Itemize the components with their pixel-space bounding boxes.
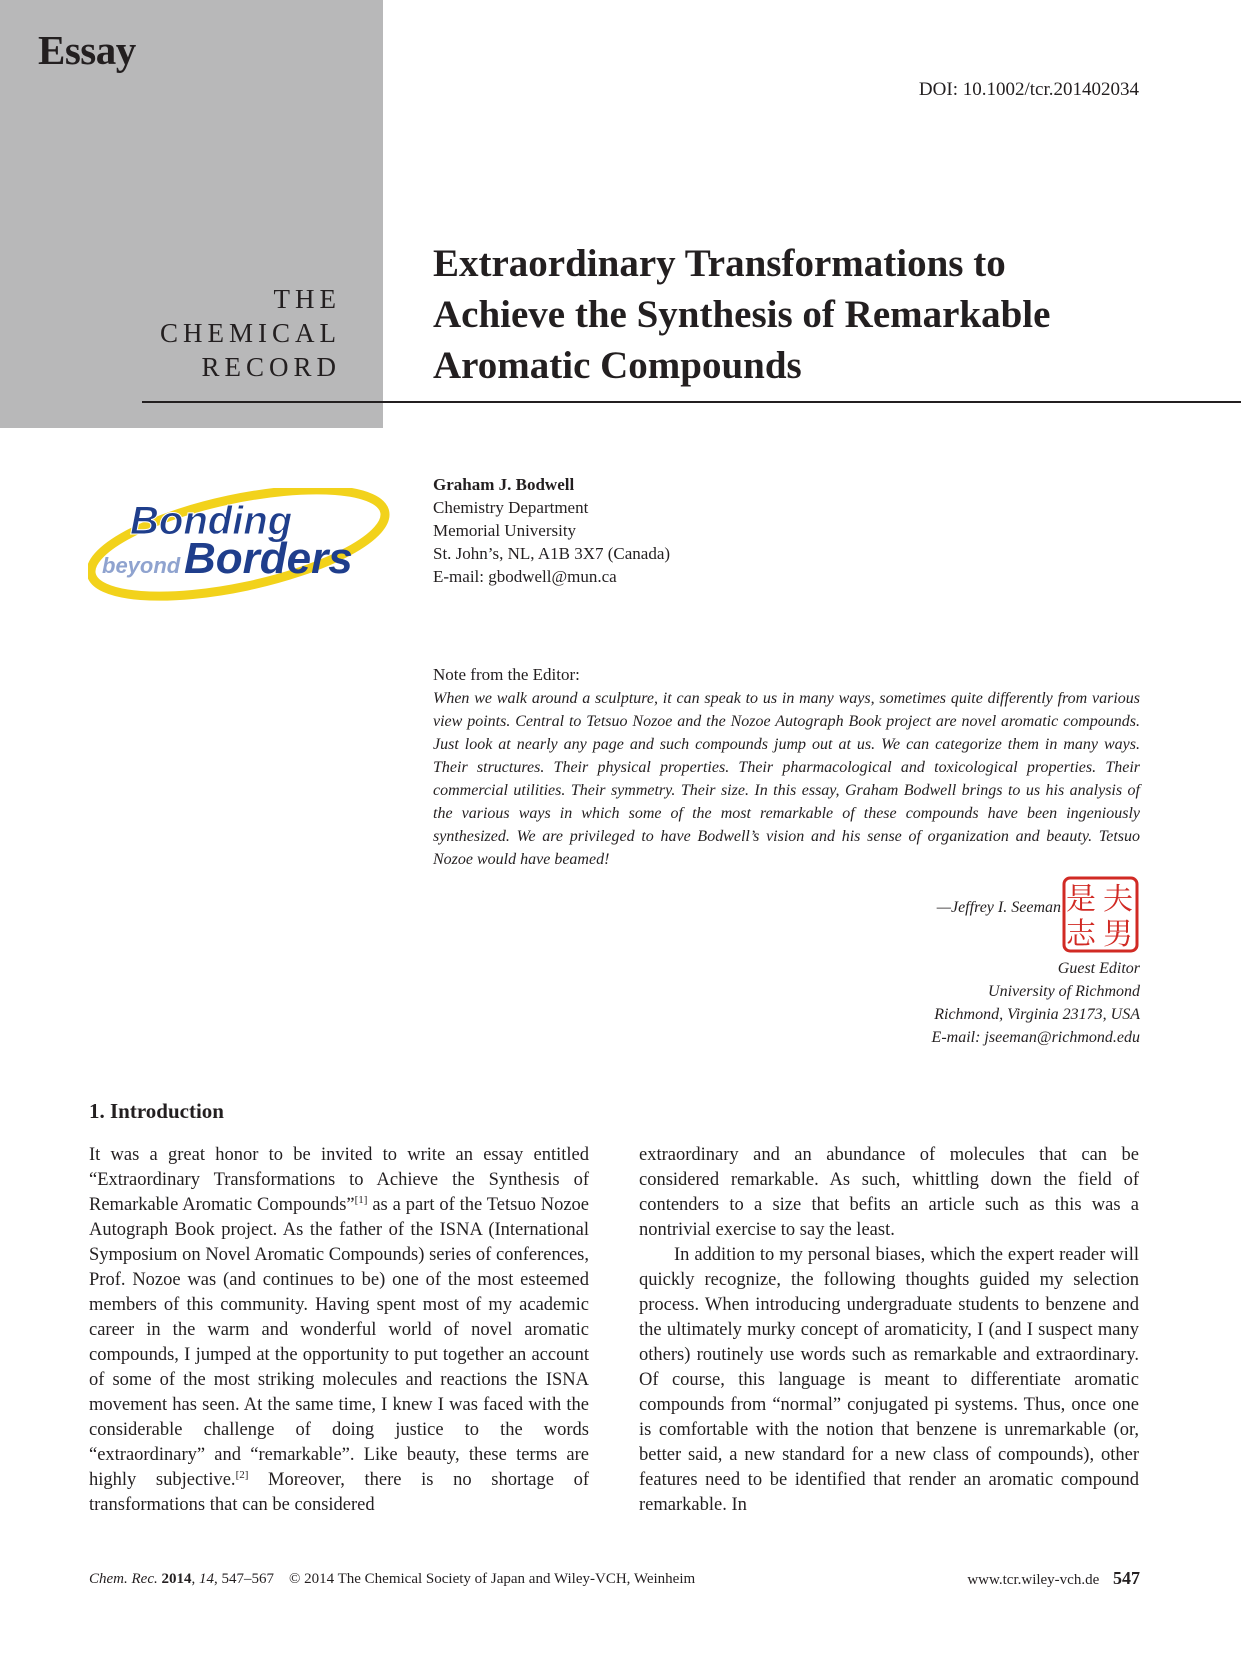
footer-citation [89, 1571, 695, 1588]
article-title [433, 238, 1213, 391]
body-paragraph: In addition to my personal biases, which the expert reader will quickly recognize, the following thoughts guided my selection process. When introducing undergraduate students to benzene and the ultimately murky concept of aromaticity, I (and I suspect many others) routinely use words such as remarkable and extraordinary. Of course, this language is meant to differentiate aromatic compounds from “normal” conjugated pi systems. Thus, once one is comfortable with the notion that benzene is unremarkable (or, better said, a new standard for a new class of compounds), other features need to be identified that render an aromatic compound remarkable. In [639, 1245, 1139, 1515]
footer-volume: 14 [198, 1571, 214, 1587]
journal-name [120, 282, 341, 384]
text-run: It was a great honor to be invited to write an essay entitled “Extraordinary Transformations to Achieve the Synthesis of Remarkable Aromatic Compounds” [89, 1145, 589, 1215]
text-run: as a part of the Tetsuo Nozoe Autograph Book project. As the father of the ISNA (International Symposium on Novel Aromatic Compounds) series of conferences, Prof. Nozoe was (and continues to be) one of the most esteemed members of this community. Having spent most of my academic career in the warm and wonderful world of novel aromatic compounds, I jumped at the opportunity to put together an account of some of the most striking molecules and reactions the ISNA movement has seen. At the same time, I knew I was faced with the considerable challenge of doing justice to the words “extraordinary” and “remarkable”. Like beauty, these terms are highly subjective. [89, 1195, 590, 1490]
reference-citation[interactable]: [2] [235, 1468, 249, 1481]
author-block [433, 473, 670, 588]
editor-location: Richmond, Virginia 23173, USA [934, 1006, 1140, 1023]
logo-word-borders: Borders [184, 534, 353, 583]
seal-char: 是 [1066, 882, 1096, 917]
footer-journal-abbr: Chem. Rec. [89, 1571, 158, 1587]
footer-copyright: © 2014 The Chemical Society of Japan and Wiley-VCH, Weinheim [288, 1571, 696, 1587]
title-rule [142, 401, 1241, 403]
guest-editor-info [932, 957, 1140, 1049]
title-line: Achieve the Synthesis of Remarkable [433, 293, 1051, 336]
editor-seal-stamp [1062, 876, 1139, 953]
journal-name-line: THE [273, 284, 341, 314]
body-column-right [639, 1143, 1139, 1518]
logo-word-beyond: beyond [102, 553, 181, 578]
footer-comma: , [191, 1571, 199, 1587]
editor-role: Guest Editor [1057, 960, 1140, 977]
bonding-beyond-borders-logo [88, 488, 408, 608]
doi[interactable]: DOI: 10.1002/tcr.201402034 [918, 79, 1139, 100]
logo-word-bonding: Bonding [130, 499, 293, 543]
author-department: Chemistry Department [433, 498, 589, 517]
editor-note-heading: Note from the Editor: [433, 665, 580, 684]
editor-email[interactable]: E-mail: jseeman@richmond.edu [931, 1029, 1140, 1046]
text-run: Moreover, there is no shortage of transformations that can be considered [89, 1470, 589, 1515]
footer-year: 2014 [161, 1571, 192, 1587]
section-type-label: Essay [38, 27, 136, 73]
footer-right [967, 1568, 1140, 1589]
section-heading-introduction: 1. Introduction [89, 1099, 224, 1123]
editor-affiliation: University of Richmond [988, 983, 1140, 1000]
title-line: Extraordinary Transformations to [433, 242, 1006, 285]
footer-url[interactable]: www.tcr.wiley-vch.de [967, 1572, 1100, 1588]
body-column-left [89, 1143, 589, 1518]
editor-signature: —Jeffrey I. Seeman [936, 899, 1061, 916]
title-line: Aromatic Compounds [433, 344, 802, 387]
seal-char: 志 [1066, 917, 1096, 952]
author-name: Graham J. Bodwell [433, 475, 575, 494]
journal-name-line: CHEMICAL [160, 318, 341, 348]
page-number: 547 [1113, 1568, 1140, 1588]
seal-char: 夫 [1103, 882, 1133, 917]
journal-name-line: RECORD [201, 352, 341, 382]
body-paragraph: extraordinary and an abundance of molecules that can be considered remarkable. As such, whittling down the field of contenders to a size that befits an article such as this was a nontrivial exercise to say the least. [639, 1145, 1139, 1240]
author-university: Memorial University [433, 521, 577, 540]
author-address: St. John’s, NL, A1B 3X7 (Canada) [433, 544, 671, 563]
intro-paragraph [89, 1143, 589, 1518]
editor-note-body: When we walk around a sculpture, it can speak to us in many ways, sometimes quite differently from various view points. Central to Tetsuo Nozoe and the Nozoe Autograph Book project are novel aromatic compounds. Just look at nearly any page and such compounds jump out at us. We can categorize them in many ways. Their structures. Their physical properties. Their pharmacological and toxicological properties. Their commercial utilities. Their symmetry. Their size. In this essay, Graham Bodwell brings to us his analysis of the various ways in which some of the most remarkable of these compounds have been ingeniously synthesized. We are privileged to have Bodwell’s vision and his sense of organization and beauty. Tetsuo Nozoe would have beamed! [433, 690, 1140, 868]
author-email[interactable]: E-mail: gbodwell@mun.ca [433, 567, 617, 586]
footer-pages: , 547–567 [213, 1571, 274, 1587]
seal-char: 男 [1103, 917, 1133, 952]
reference-citation[interactable]: [1] [354, 1193, 368, 1206]
